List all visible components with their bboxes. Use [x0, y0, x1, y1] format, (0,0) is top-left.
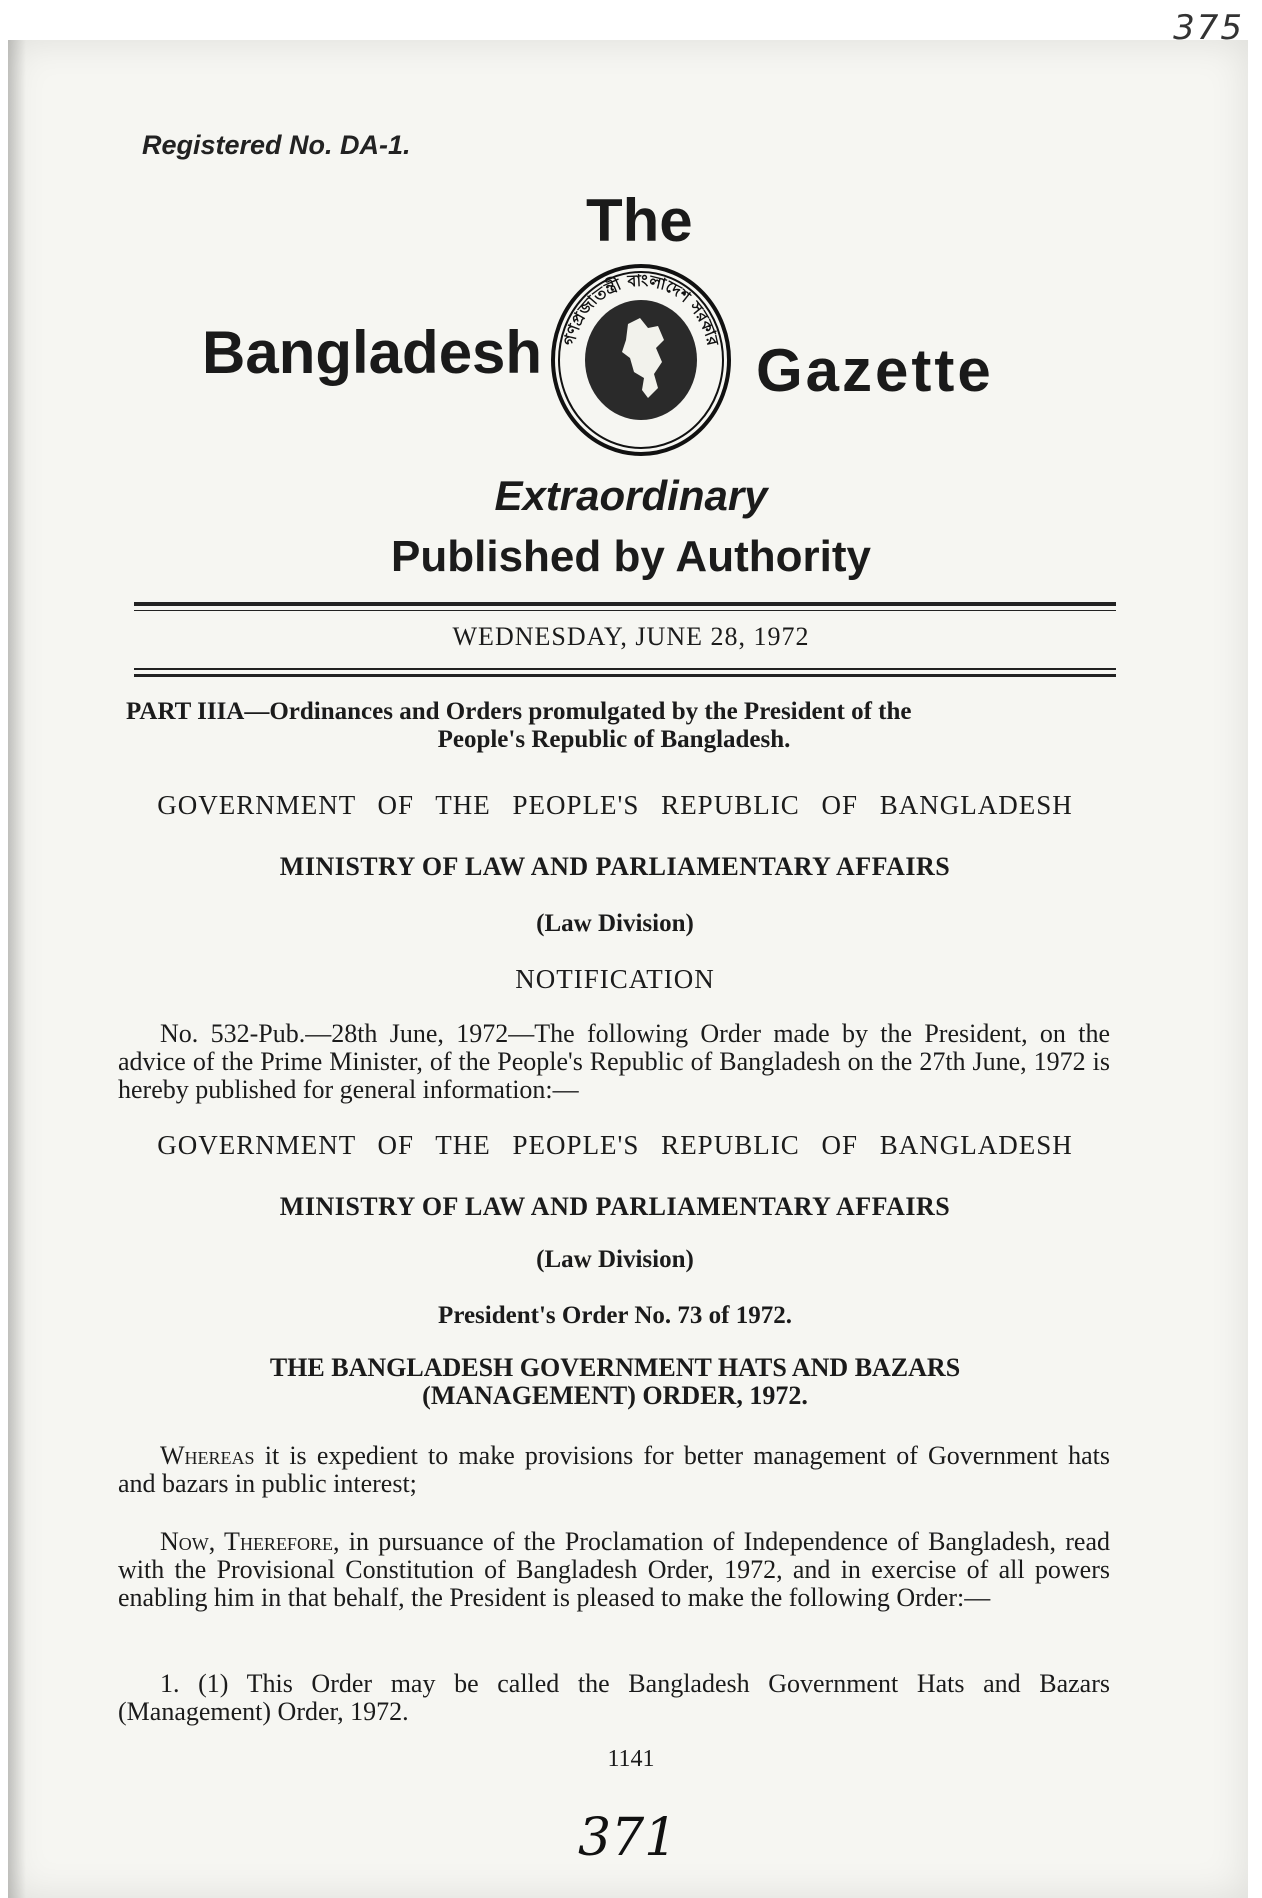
registered-number: Registered No. DA-1.: [142, 130, 411, 160]
handwritten-page-number-top: 375: [1173, 8, 1244, 48]
extraordinary-label: Extraordinary: [494, 472, 768, 519]
whereas-paragraph: [118, 1442, 1110, 1498]
part-heading-line2: People's Republic of Bangladesh.: [437, 726, 791, 753]
order-title-line2: (MANAGEMENT) ORDER, 1972.: [422, 1381, 808, 1410]
header-rule-top-thin: [134, 610, 1116, 611]
whereas-word: Whereas: [160, 1441, 255, 1470]
header-rule-bottom: [134, 668, 1116, 670]
whereas-text: it is expedient to make provisions for better management of Government hats and bazars in public interest;: [118, 1441, 1111, 1498]
handwritten-page-number-bottom: 371: [578, 1808, 678, 1868]
order-government: GOVERNMENT OF THE PEOPLE'S REPUBLIC OF BANGLADESH: [157, 1130, 1073, 1160]
masthead-the: The: [586, 187, 693, 254]
notification-division: (Law Division): [536, 910, 694, 937]
folio-number: 1141: [607, 1746, 655, 1772]
order-number: President's Order No. 73 of 1972.: [438, 1302, 792, 1329]
order-title: [150, 1354, 1080, 1410]
order-title-line1: THE BANGLADESH GOVERNMENT HATS AND BAZARS: [269, 1353, 961, 1382]
now-therefore-paragraph: [118, 1528, 1110, 1612]
masthead-gazette: Gazette: [756, 337, 994, 404]
now-therefore-text: in pursuance of the Proclamation of Independence of Bangladesh, read with the Provisional Constitution of Bangladesh Order, 1972, and in exercise of all powers enabling him in that behalf, the President is pleased to make the following Order:—: [118, 1527, 1110, 1612]
published-by-authority: Published by Authority: [391, 532, 871, 581]
order-division: (Law Division): [536, 1246, 694, 1273]
part-heading: [126, 698, 1102, 754]
notification-text: No. 532-Pub.—28th June, 1972—The following Order made by the President, on the advice of the Prime Minister, of the People's Republic of Bangladesh on the 27th June, 1972 is hereby published for general information:—: [118, 1019, 1110, 1104]
header-rule-top: [134, 602, 1116, 606]
notification-heading: NOTIFICATION: [515, 964, 715, 994]
clause-1: 1. (1) This Order may be called the Bangladesh Government Hats and Bazars (Management) Order, 1972.: [118, 1669, 1110, 1726]
government-seal-icon: [548, 262, 734, 458]
issue-date: WEDNESDAY, JUNE 28, 1972: [452, 622, 810, 651]
order-ministry: MINISTRY OF LAW AND PARLIAMENTARY AFFAIRS: [279, 1192, 951, 1221]
page-shadow-edge: [8, 40, 26, 1898]
notification-government: GOVERNMENT OF THE PEOPLE'S REPUBLIC OF BANGLADESH: [157, 790, 1073, 820]
header-rule-bottom-thick: [134, 674, 1116, 677]
part-heading-line1: PART IIIA—Ordinances and Orders promulgated by the President of the: [126, 698, 912, 725]
notification-ministry: MINISTRY OF LAW AND PARLIAMENTARY AFFAIRS: [279, 852, 951, 881]
masthead-bangladesh: Bangladesh: [202, 319, 543, 386]
now-therefore-word: Now, Therefore,: [160, 1527, 340, 1556]
seal-text: গণপ্রজাতন্ত্রী বাংলাদেশ সরকার: [559, 270, 723, 348]
